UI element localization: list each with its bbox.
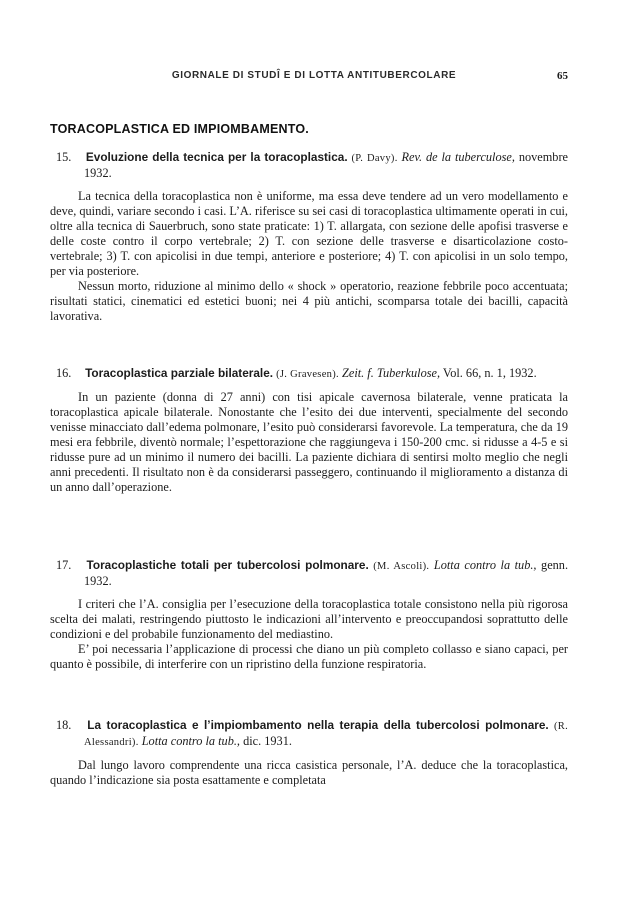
entry-author: (P. Davy). (351, 153, 398, 164)
section-title: TORACOPLASTICA ED IMPIOMBAMENTO. (50, 122, 309, 136)
entry-date: Vol. 66, n. 1, 1932. (442, 366, 537, 380)
entry-number: 15. (56, 150, 72, 164)
entry-heading (50, 366, 568, 382)
entry-paragraph: In un paziente (donna di 27 anni) con tisi apicale cavernosa bilaterale, venne praticata la toracoplastica apicale bilaterale. Nonostante che l’esito dei due interventi, specialmente del secondo venisse minacciato dall’edema polmonare, l’esito può considerarsi favorevole. La temperatura, che da 19 mesi era febbrile, diventò normale; l’espettorazione che raggiungeva i 150-200 cmc. si ridusse a 4-5 e si ridusse pure ad un minimo il numero dei bacilli. La paziente dichiara di sentirsi molto meglio che negli anni precedenti. Il risultato non è da considerarsi passeggero, continuando il miglioramento a distanza di un anno dall’operazione. (50, 390, 568, 494)
entry-title: La toracoplastica e l’impiombamento nella terapia della tubercolosi polmonare. (87, 718, 549, 732)
entry-number: 18. (56, 718, 72, 732)
entry-source: Zeit. f. Tuberkulose, (342, 366, 441, 380)
entry-date: novembre 1932. (84, 150, 568, 180)
entry-source: Lotta contro la tub., (433, 558, 537, 572)
entry-date: dic. 1931. (243, 734, 292, 748)
entry-title: Toracoplastiche totali per tubercolosi polmonare. (86, 558, 369, 572)
entry-number: 17. (56, 558, 72, 572)
entry-paragraph: I criteri che l’A. consiglia per l’esecuzione della toracoplastica totale consistono nella più rigorosa scelta dei malati, restringendo piuttosto le indicazioni all’intervento e preoccupandosi soprattutto delle condizioni e del probabile funzionamento del mediastino. (50, 597, 568, 641)
entry-heading (50, 558, 568, 589)
entry-source: Rev. de la tuberculose, (401, 150, 515, 164)
entry-paragraph: Nessun morto, riduzione al minimo dello « shock » operatorio, reazione febbrile poco accentuata; risultati statici, cinematici ed estetici buoni; nei 4 più antichi, scomparsa totale dei bacilli, capacità lavorativa. (50, 279, 568, 323)
entry-heading (50, 718, 568, 750)
entry-author: (J. Gravesen). (276, 369, 339, 380)
abstract-entry-18 (50, 718, 568, 788)
page-number: 65 (557, 70, 568, 82)
entry-paragraph: Dal lungo lavoro comprendente una ricca casistica personale, l’A. deduce che la toracoplastica, quando l’indicazione sia posta esattamente e completata (50, 758, 568, 787)
entry-source: Lotta contro la tub., (141, 734, 240, 748)
entry-heading (50, 150, 568, 181)
abstract-entry-17 (50, 558, 568, 672)
entry-title: Toracoplastica parziale bilaterale. (85, 366, 274, 380)
abstract-entry-15 (50, 150, 568, 324)
entry-author: (M. Ascoli). (373, 561, 430, 572)
entry-paragraph: E’ poi necessaria l’applicazione di processi che diano un più completo collasso e siano capaci, per quanto è possibile, di interferire con un ripristino della funzione respiratoria. (50, 642, 568, 671)
abstract-entry-16 (50, 366, 568, 495)
running-title: GIORNALE DI STUDÎ E DI LOTTA ANTITUBERCOLARE (171, 70, 457, 81)
entry-paragraph: La tecnica della toracoplastica non è uniforme, ma essa deve tendere ad un vero modellamento e deve, quindi, variare secondo i casi. L’A. riferisce su sei casi di toracoplastica ultimamente operati in cui, oltre alla tecnica di Sauerbruch, sono state praticate: 1) T. allargata, con sezione delle apofisi trasverse e delle coste contro il corpo vertebrale; 2) T. con sezione delle trasverse e disarticolazione costo-vertebrale; 3) T. con apicolisi in due tempi, anteriore e posteriore; 4) T. con apicolisi in un solo tempo, per via posteriore. (50, 189, 568, 278)
page-header (60, 70, 568, 88)
entry-number: 16. (56, 366, 72, 380)
entry-author: (R. Alessandri). (84, 721, 568, 748)
entry-date: genn. 1932. (84, 558, 569, 588)
entry-title: Evoluzione della tecnica per la toracoplastica. (85, 150, 348, 164)
